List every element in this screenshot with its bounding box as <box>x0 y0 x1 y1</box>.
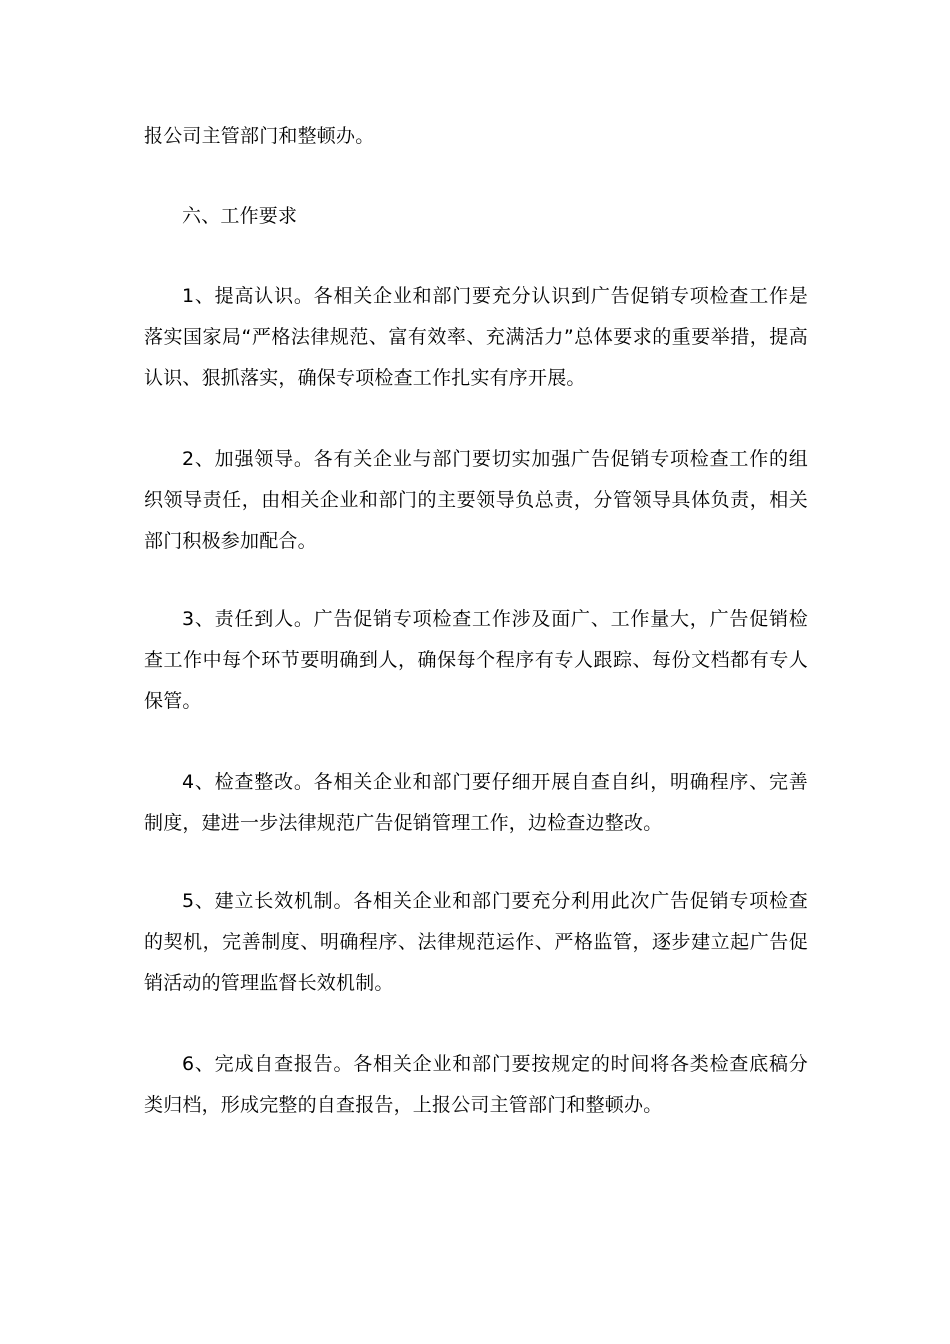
paragraph-item-6: 6、完成自查报告。各相关企业和部门要按规定的时间将各类检查底稿分类归档，形成完整的自查报告，上报公司主管部门和整顿办。 <box>144 1053 808 1116</box>
paragraph-continuation: 报公司主管部门和整顿办。 <box>144 125 375 147</box>
paragraph-item-2: 2、加强领导。各有关企业与部门要切实加强广告促销专项检查工作的组织领导责任，由相关企业和部门的主要领导负总责，分管领导具体负责，相关部门积极参加配合。 <box>144 448 808 552</box>
section-heading: 六、工作要求 <box>182 205 298 227</box>
paragraph-item-4: 4、检查整改。各相关企业和部门要仔细开展自查自纠，明确程序、完善制度，建进一步法律规范广告促销管理工作，边检查边整改。 <box>144 771 808 834</box>
paragraph-item-1: 1、提高认识。各相关企业和部门要充分认识到广告促销专项检查工作是落实国家局“严格法律规范、富有效率、充满活力”总体要求的重要举措，提高认识、狠抓落实，确保专项检查工作扎实有序开展。 <box>144 285 808 389</box>
paragraph-item-3: 3、责任到人。广告促销专项检查工作涉及面广、工作量大，广告促销检查工作中每个环节要明确到人，确保每个程序有专人跟踪、每份文档都有专人保管。 <box>144 608 808 712</box>
paragraph-item-5: 5、建立长效机制。各相关企业和部门要充分利用此次广告促销专项检查的契机，完善制度、明确程序、法律规范运作、严格监管，逐步建立起广告促销活动的管理监督长效机制。 <box>144 890 808 994</box>
